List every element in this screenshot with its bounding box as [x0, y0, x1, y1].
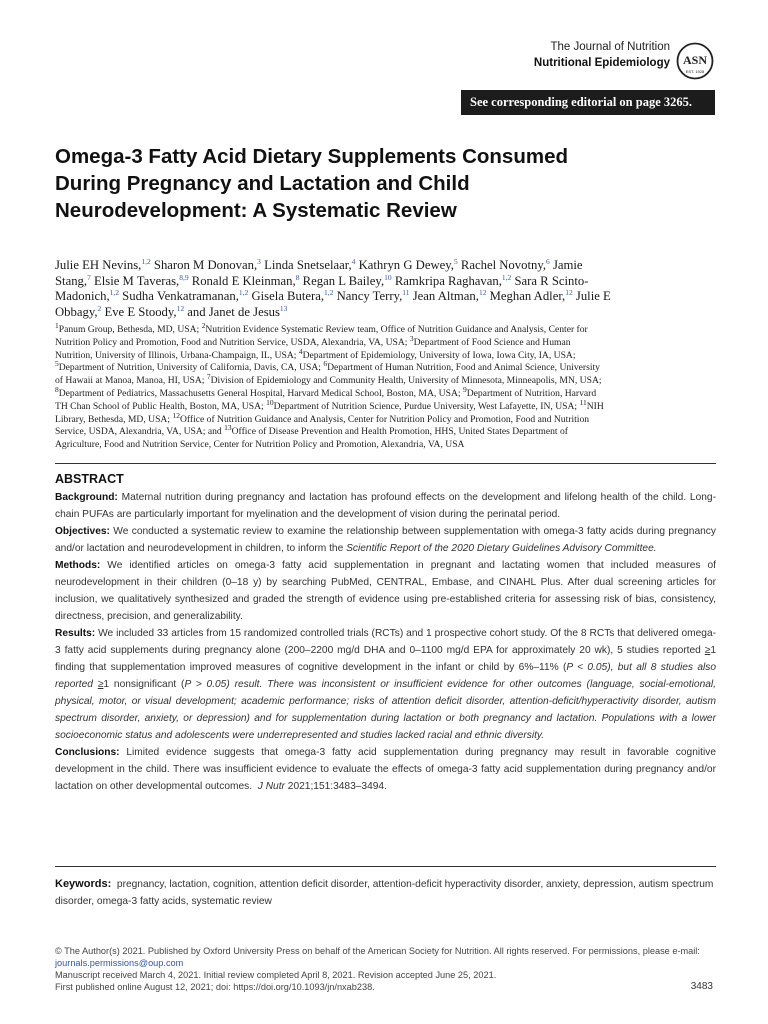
- abstract-body: [55, 489, 716, 795]
- ge-symbol: ≥: [704, 645, 711, 656]
- methods-label: Methods:: [55, 560, 101, 571]
- affiliation-marker: 8: [55, 384, 59, 394]
- affiliation-marker: 7: [206, 372, 211, 381]
- affiliation-text: Department of Epidemiology, University of Iowa, Iowa City, IA, USA;: [302, 349, 576, 361]
- received-dates: Manuscript received March 4, 2021. Initial review completed April 8, 2021. Revision accepted June 25, 2021.: [55, 970, 497, 980]
- author-affiliation-marker: 8: [295, 272, 300, 282]
- author-name[interactable]: Nancy Terry,: [336, 289, 403, 303]
- results-text-a: We included 33 articles from 15 randomized controlled trials (RCTs) and 1 prospective cohort study. Of the 8 RCTs that delivered omega-3 fatty acid supplements during pregnancy alone (200–2200 mg/d DHA and 0–1100 mg/d EPA for approximately 20 wk), 5 studies reported: [55, 628, 716, 656]
- author-affiliation-marker: 7: [87, 272, 91, 282]
- journal-header: [534, 39, 670, 71]
- svg-text:EST. 1928: EST. 1928: [685, 69, 705, 74]
- asn-logo: [676, 42, 714, 80]
- author-name[interactable]: Julie E Obbagy,: [55, 289, 611, 319]
- results-text-b: 1 finding that supplementation improved measures of cognitive development in the infant or child by 6%–11% (: [55, 645, 716, 673]
- keywords: [55, 876, 716, 910]
- results-text-e: P > 0.05) result. There was inconsistent or insufficient evidence for other outcomes (language, social-emotional, physical, motor, or visual development; academic performance; risks of attention deficit disorder, attention-deficit/hyperactivity disorder, autism spectrum disorder, anxiety, or depression) and for supplementation during lactation or both pregnancy and lactation. Populations with a lower socioeconomic status and adolescents were underrepresented and studies lacked racial and ethnic diversity.: [55, 679, 716, 741]
- abstract-background: [55, 489, 716, 523]
- affiliation-text: Division of Epidemiology and Community Health, University of Minnesota, Minneapolis, MN, USA;: [210, 375, 602, 387]
- author-list: [55, 258, 615, 320]
- author-name[interactable]: Linda Snetselaar,: [264, 258, 352, 272]
- author-affiliation-marker: 1,2: [324, 287, 334, 297]
- author-affiliation-marker: 5: [453, 256, 458, 266]
- publication-doi[interactable]: First published online August 12, 2021; doi: https://doi.org/10.1093/jn/nxab238.: [55, 982, 375, 992]
- affiliation-text: Office of Disease Prevention and Health Promotion, HHS, United States Department of Agriculture, Food and Nutrition Service, Center for Nutrition Policy and Promotion, Alexandria, VA, USA: [55, 426, 568, 451]
- author-affiliation-marker: 6: [546, 256, 550, 266]
- article-title: Omega-3 Fatty Acid Dietary Supplements Consumed During Pregnancy and Lactation and Child Neurodevelopment: A Systematic Review: [55, 145, 568, 222]
- objectives-text: We conducted a systematic review to examine the relationship between supplementation with omega-3 fatty acids during pregnancy and/or lactation and neurodevelopment in children, to inform the: [55, 526, 716, 554]
- author-name[interactable]: Gisela Butera,: [251, 289, 325, 303]
- affiliation-text: Department of Human Nutrition, Food and Animal Science, University of Hawaii at Manoa, Manoa, HI, USA;: [55, 362, 600, 387]
- abstract-methods: [55, 557, 716, 625]
- abstract-conclusions: [55, 744, 716, 795]
- affiliation-text: Department of Nutrition, University of California, Davis, CA, USA;: [58, 362, 321, 374]
- author-name[interactable]: Jean Altman,: [412, 289, 479, 303]
- affiliation-marker: 11: [579, 397, 587, 407]
- affiliation-text: Office of Nutrition Guidance and Analysis, Center for Nutrition Policy and Promotion, Food and Nutrition Service, USDA, Alexandria, VA, USA; and: [55, 413, 590, 438]
- conclusions-label: Conclusions:: [55, 747, 120, 758]
- affiliation-marker: 4: [298, 346, 303, 356]
- author-name[interactable]: Eve E Stoody,: [104, 304, 177, 319]
- footer: [55, 945, 716, 993]
- author-name[interactable]: Julie EH Nevins,: [55, 258, 142, 272]
- affiliation-text: Department of Food Science and Human Nutrition, University of Illinois, Urbana-Champaign, IL, USA;: [55, 336, 571, 361]
- author-affiliation-marker: 12: [478, 287, 487, 297]
- affiliation-text: Department of Nutrition, Harvard TH Chan School of Public Health, Boston, MA, USA;: [55, 387, 597, 412]
- author-affiliation-marker: 4: [351, 256, 356, 266]
- keywords-divider: [55, 866, 716, 867]
- affiliation-marker: 6: [323, 359, 328, 369]
- affiliation-text: Nutrition Evidence Systematic Review team, Office of Nutrition Guidance and Analysis, Center for Nutrition Policy and Promotion, Food and Nutrition Service, USDA, Alexandria, VA, USA;: [55, 324, 588, 348]
- author-affiliation-marker: 1,2: [238, 287, 249, 297]
- affiliation-marker: 2: [201, 320, 206, 330]
- author-name[interactable]: Sara R Scinto-Madonich,: [55, 273, 589, 303]
- results-label: Results:: [55, 628, 96, 639]
- author-affiliation-marker: 1,2: [141, 256, 151, 266]
- affiliation-text: Panum Group, Bethesda, MD, USA;: [58, 324, 200, 335]
- svg-text:ASN: ASN: [682, 53, 708, 67]
- copyright-line: [55, 945, 716, 969]
- abstract-objectives: [55, 523, 716, 557]
- author-affiliation-marker: 11: [402, 287, 410, 297]
- author-name[interactable]: Rachel Novotny,: [460, 258, 547, 272]
- citation-text: 2021;151:3483–3494.: [287, 781, 387, 792]
- author-name[interactable]: Ramkripa Raghavan,: [394, 273, 502, 288]
- affiliation-marker: 12: [172, 410, 180, 420]
- author-affiliation-marker: 12: [565, 287, 573, 297]
- keywords-label: Keywords:: [55, 878, 112, 890]
- author-name[interactable]: Kathryn G Dewey,: [358, 258, 454, 272]
- author-name[interactable]: Ronald E Kleinman,: [191, 273, 296, 288]
- author-name[interactable]: Elsie M Taveras,: [94, 273, 180, 288]
- affiliations: [55, 320, 607, 452]
- keywords-text: pregnancy, lactation, cognition, attention deficit disorder, attention-deficit hyperactivity disorder, anxiety, depression, autism spectrum disorder, omega-3 fatty acids, systematic review: [55, 879, 714, 907]
- author-affiliation-marker: 2: [97, 303, 102, 313]
- author-affiliation-marker: 12: [176, 303, 185, 313]
- background-label: Background:: [55, 492, 118, 503]
- affiliation-marker: 1: [55, 320, 59, 330]
- author-affiliation-marker: 8,9: [179, 272, 189, 282]
- affiliation-marker: 10: [266, 397, 274, 407]
- affiliation-text: Department of Nutrition Science, Purdue University, West Lafayette, IN, USA;: [273, 400, 578, 412]
- editorial-note[interactable]: See corresponding editorial on page 3265.: [461, 90, 715, 115]
- page-number: 3483: [690, 981, 713, 992]
- permissions-email-link[interactable]: journals.permissions@oup.com: [55, 958, 184, 968]
- affiliation-marker: 5: [55, 359, 59, 369]
- abstract-heading: ABSTRACT: [55, 472, 124, 486]
- abstract-results: [55, 625, 716, 744]
- author-name[interactable]: Meghan Adler,: [489, 289, 566, 303]
- author-affiliation-marker: 13: [279, 303, 288, 313]
- background-text: Maternal nutrition during pregnancy and lactation has profound effects on the development and lifelong health of the child. Long-chain PUFAs are particularly important for myelination and the development of vision during the perinatal period.: [55, 492, 716, 520]
- methods-text: We identified articles on omega-3 fatty acid supplementation in pregnant and lactating women that included measures of neurodevelopment in their children (0–18 y) by searching PubMed, CENTRAL, Embase, and CINAHL Plus. After dual screening articles for inclusion, we qualitatively synthesized and graded the strength of evidence using pre-established criteria for assessing risk of bias, consistency, directness, precision, and generalizability.: [55, 560, 716, 622]
- objectives-report-title: Scientific Report of the 2020 Dietary Guidelines Advisory Committee.: [346, 543, 657, 554]
- affiliation-text: Department of Pediatrics, Massachusetts General Hospital, Harvard Medical School, Boston, MA, USA;: [58, 387, 461, 399]
- author-name[interactable]: Sudha Venkatramanan,: [122, 289, 239, 303]
- conclusions-text: Limited evidence suggests that omega-3 fatty acid supplementation during pregnancy may result in favorable cognitive development in the child. There was insufficient evidence to evaluate the effects of omega-3 fatty acid supplementation during pregnancy and/or lactation on other developmental outcomes.: [55, 747, 716, 792]
- author-affiliation-marker: 10: [384, 272, 392, 282]
- author-affiliation-marker: 3: [257, 256, 261, 266]
- affiliation-marker: 9: [462, 384, 467, 394]
- objectives-label: Objectives:: [55, 526, 110, 537]
- ge-symbol: ≥: [97, 679, 104, 690]
- results-text-d: 1 nonsignificant (: [103, 679, 185, 690]
- affiliation-text: NIH Library, Bethesda, MD, USA;: [55, 400, 604, 425]
- citation-journal: J Nutr: [257, 781, 285, 792]
- journal-name: The Journal of Nutrition: [550, 41, 670, 53]
- copyright-text: © The Author(s) 2021. Published by Oxford University Press on behalf of the American Society for Nutrition. All rights reserved. For permissions, please e-mail:: [55, 946, 700, 956]
- results-text-c: P < 0.05), but all 8 studies also reported: [55, 662, 717, 690]
- author-name[interactable]: Sharon M Donovan,: [153, 258, 258, 272]
- author-name[interactable]: Jamie Stang,: [55, 258, 583, 288]
- journal-section: Nutritional Epidemiology: [533, 57, 670, 69]
- affiliation-marker: 3: [409, 333, 414, 343]
- affiliation-marker: 13: [224, 423, 232, 433]
- section-divider: [55, 463, 716, 464]
- author-name[interactable]: and Janet de Jesus: [187, 304, 280, 319]
- author-affiliation-marker: 1,2: [109, 287, 119, 297]
- author-name[interactable]: Regan L Bailey,: [302, 273, 385, 288]
- author-affiliation-marker: 1,2: [501, 272, 512, 282]
